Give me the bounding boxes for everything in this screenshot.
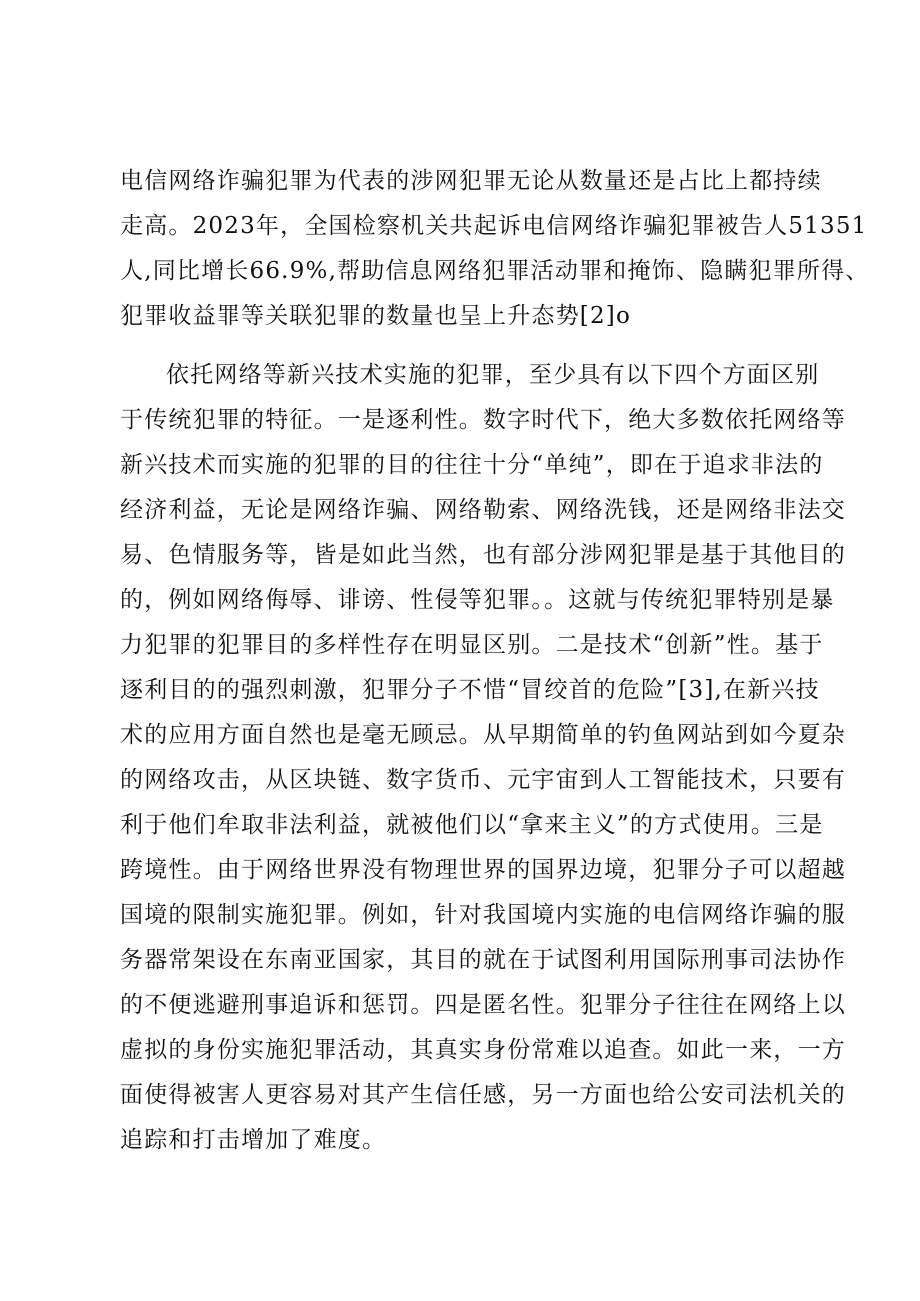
text-line: 的，例如网络侮辱、诽谤、性侵等犯罪。。这就与传统犯罪特别是暴 <box>120 587 835 613</box>
text-line: 人,同比增长66.9%,帮助信息网络犯罪活动罪和掩饰、隐瞒犯罪所得、 <box>120 258 870 284</box>
text-line: 的网络攻击，从区块链、数字货币、元宇宙到人工智能技术，只要有 <box>120 767 846 793</box>
text-line: 术的应用方面自然也是毫无顾忌。从早期简单的钓鱼网站到如今夏杂 <box>120 722 846 748</box>
paragraph-first-line: 依托网络等新兴技术实施的犯罪，至少具有以下四个方面区别 <box>166 362 820 388</box>
text-line: 利于他们牟取非法利益，就被他们以“拿来主义”的方式使用。三是 <box>120 812 824 838</box>
text-line: 追踪和打击增加了难度。 <box>120 1127 387 1153</box>
text-line: 电信网络诈骗犯罪为代表的涉网犯罪无论从数量还是占比上都持续 <box>120 168 822 194</box>
text-line: 经济利益，无论是网络诈骗、网络勒索、网络洗钱，还是网络非法交 <box>120 497 846 523</box>
text-line: 虚拟的身份实施犯罪活动，其真实身份常难以追查。如此一来，一方 <box>120 1037 846 1063</box>
text-line: 力犯罪的犯罪目的多样性存在明显区别。二是技术“创新”性。基于 <box>120 632 824 658</box>
text-line: 犯罪收益罪等关联犯罪的数量也呈上升态势[2]o <box>120 303 632 329</box>
text-line: 易、色情服务等，皆是如此当然，也有部分涉网犯罪是基于其他目的 <box>120 542 846 568</box>
text-line: 务器常架设在东南亚国家，其目的就在于试图利用国际刑事司法协作 <box>120 947 846 973</box>
text-line: 走高。2023年，全国检察机关共起诉电信网络诈骗犯罪被告人51351 <box>120 213 868 239</box>
text-line: 逐利目的的强烈刺激，犯罪分子不惜“冒绞首的危险”[3],在新兴技 <box>120 677 820 703</box>
text-line: 面使得被害人更容易对其产生信任感，另一方面也给公安司法机关的 <box>120 1082 846 1108</box>
text-line: 国境的限制实施犯罪。例如，针对我国境内实施的电信网络诈骗的服 <box>120 902 846 928</box>
text-line: 跨境性。由于网络世界没有物理世界的国界边境，犯罪分子可以超越 <box>120 857 846 883</box>
text-line: 的不便逃避刑事追诉和惩罚。四是匿名性。犯罪分子往往在网络上以 <box>120 992 846 1018</box>
text-line: 新兴技术而实施的犯罪的目的往往十分“单纯”，即在于追求非法的 <box>120 452 824 478</box>
text-line: 于传统犯罪的特征。一是逐利性。数字时代下，绝大多数依托网络等 <box>120 407 846 433</box>
